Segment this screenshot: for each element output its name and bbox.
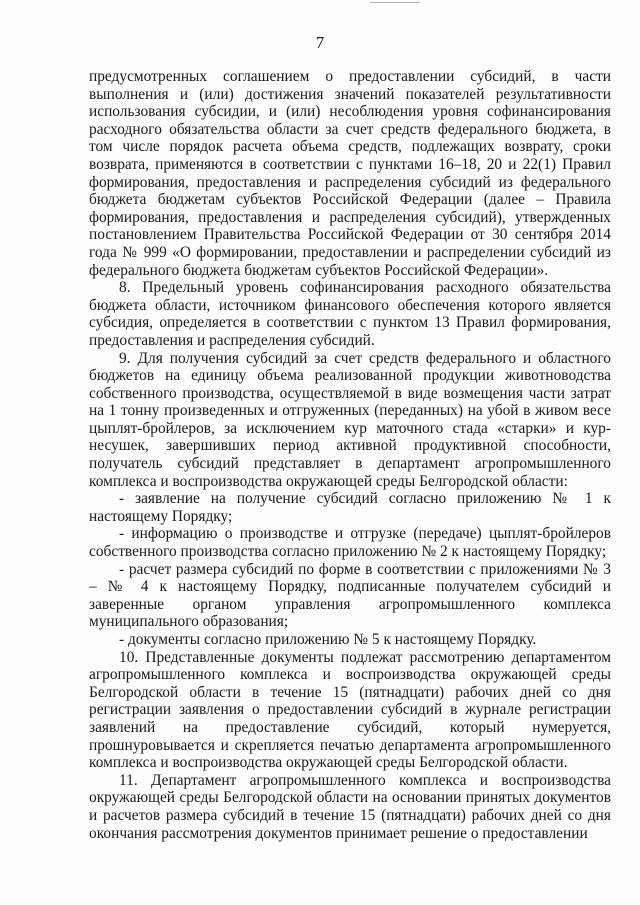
paragraph-10: 10. Представленные документы подлежат рассмотрению департаментом агропромышленного комплекса и воспроизводства окружающей среды Белгородской области в течение 15 (пятнадцати) рабочих дней со дня регистрации заявления о предоставлении субсидий в журнале регистрации заявлений на предоставление субсидий, который нумеруется, прошнуровывается и скрепляется печатью департамента агропромышленного комплекса и воспроизводства окружающей среды Белгородской области.: [89, 648, 611, 772]
paragraph-9: 9. Для получения субсидий за счет средств федерального и областного бюджетов на единицу объема реализованной продукции животноводства собственного производства, осуществляемой в виде возмещения части затрат на 1 тонну произведенных и отгруженных (переданных) на убой в живом весе цыплят-бройлеров, за исключением кур маточного стада «старки» и кур-несушек, завершивших период активной продуктивной способности, получатель субсидий представляет в департамент агропромышленного комплекса и воспроизводства окружающей среды Белгородской области:: [89, 349, 611, 490]
document-body: [89, 68, 611, 842]
paragraph-continuation: предусмотренных соглашением о предоставлении субсидий, в части выполнения и (или) достижения значений показателей результативности использования субсидии, и (или) несоблюдения уровня софинансирования расходного обязательства области за счет средств федерального бюджета, в том числе порядок расчета объема средств, подлежащих возврату, сроки возврата, применяются в соответствии с пунктами 16–18, 20 и 22(1) Правил формирования, предоставления и распределения субсидий из федерального бюджета бюджетам субъектов Российской Федерации (далее – Правила формирования, предоставления и распределения субсидий), утвержденных постановлением Правительства Российской Федерации от 30 сентября 2014 года № 999 «О формировании, предоставлении и распределении субсидий из федерального бюджета бюджетам субъектов Российской Федерации».: [89, 68, 611, 279]
list-item-documents: - документы согласно приложению № 5 к настоящему Порядку.: [119, 631, 537, 648]
paragraph-8: 8. Предельный уровень софинансирования расходного обязательства бюджета области, источником финансового обеспечения которого является субсидия, определяется в соответствии с пунктом 13 Правил формирования, предоставления и распределения субсидий.: [89, 279, 611, 349]
list-item-application: - заявление на получение субсидий согласно приложению № 1 к настоящему Порядку;: [89, 490, 611, 525]
page-number: 7: [315, 33, 325, 52]
list-item-calculation: - расчет размера субсидий по форме в соответствии с приложениями № 3 – № 4 к настоящему Порядку, подписанные получателем субсидий и заверенные органом управления агропромышленного комплекса муниципального образования;: [89, 560, 611, 631]
list-item-production-info: - информацию о производстве и отгрузке (передаче) цыплят-бройлеров собственного производства согласно приложению № 2 к настоящему Порядку;: [89, 525, 611, 561]
paragraph-11: 11. Департамент агропромышленного комплекса и воспроизводства окружающей среды Белгородской области на основании принятых документов и расчетов размера субсидий в течение 15 (пятнадцати) рабочих дней со дня окончания рассмотрения документов принимает решение о предоставлении: [89, 771, 611, 842]
scan-mark: [370, 2, 420, 3]
